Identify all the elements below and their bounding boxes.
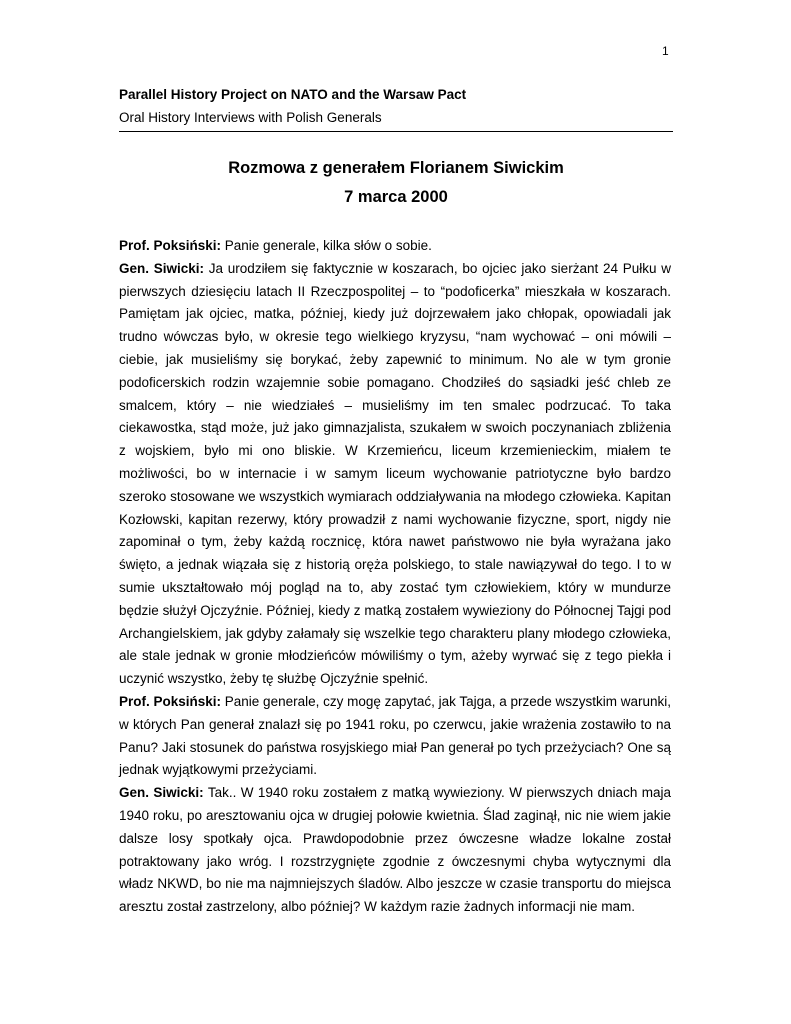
speaker-name: Prof. Poksiński: (119, 238, 222, 253)
document-date: 7 marca 2000 (344, 188, 448, 206)
project-title: Parallel History Project on NATO and the Warsaw Pact (119, 87, 467, 102)
speaker-name: Gen. Siwicki: (119, 260, 205, 276)
document-header (119, 86, 673, 127)
dialogue-paragraph (119, 258, 671, 691)
project-subtitle: Oral History Interviews with Polish Generals (119, 110, 382, 125)
dialogue-text: Ja urodziłem się faktycznie w koszarach, bo ojciec jako sierżant 24 Pułku w pierwszych dziesięciu latach II Rzeczpospolitej – to “podoficerka” mieszkała w koszarach. Pamiętam jak ojciec, matka, później, kiedy już dojrzewałem jako chłopak, opowiadali jak trudno wówczas było, w okresie tego wielkiego kryzysu, “nam wychować – oni mówili – ciebie, jak musieliśmy się borykać, żeby zapewnić to minimum. No ale w tym gronie podoficerskich rodzin wzajemnie sobie pomagano. Chodziłeś do sąsiadki jeść chleb ze smalcem, który – nie wiedziałeś – musieliśmy im ten smalec podrzucać. To taka ciekawostka, stąd może, już jako gimnazjalista, szukałem w swoich poczynaniach zbliżenia z wojskiem, było mi ono bliskie. W Krzemieńcu, liceum krzemienieckim, miałem te możliwości, bo w internacie i w samym liceum wychowanie patriotyczne było bardzo szeroko stosowane we wszystkich wymiarach oddziaływania na młodego człowieka. Kapitan Kozłowski, kapitan rezerwy, który prowadził z nami wychowanie fizyczne, sport, nigdy nie zapominał o tym, żeby każdą rocznicę, która nawet państwowo nie była wyrażana jako święto, a jednak wiązała się z historią oręża polskiego, to stale nawiązywał do tego. I to w sumie ukształtowało mój pogląd na to, aby zostać tym człowiekiem, który w mundurze będzie służył Ojczyźnie. Później, kiedy z matką zostałem wywieziony do Północnej Tajgi pod Archangielskiem, jak gdyby załamały się wszelkie tego charakteru plany młodego człowieka, ale stale jednak w gronie młodzieńców mówiliśmy o tym, ażeby wyrwać się z tego piekła i uczynić wszystko, żeby tę służbę Ojczyźnie spełnić. (119, 260, 671, 687)
interview-body (119, 235, 671, 919)
dialogue-text: Tak.. W 1940 roku zostałem z matką wywieziony. W pierwszych dniach maja 1940 roku, po aresztowaniu ojca w drugiej połowie kwietnia. Ślad zaginął, nic nie wiem jakie dalsze losy spotkały ojca. Prawdopodobnie przez ówczesne władze lokalne został potraktowany jako wróg. I rozstrzygnięte zgodnie z ówczesnymi chyba wytycznymi dla władz NKWD, bo nie ma najmniejszych śladów. Albo jeszcze w czasie transportu do miejsca aresztu został zastrzelony, albo później? W każdym razie żadnych informacji nie mam. (119, 785, 671, 915)
dialogue-paragraph (119, 691, 671, 782)
dialogue-text: Panie generale, kilka słów o sobie. (221, 238, 432, 253)
page-number: 1 (662, 44, 669, 58)
header-divider (119, 131, 673, 132)
title-block (119, 157, 673, 208)
document-title: Rozmowa z generałem Florianem Siwickim (228, 159, 564, 177)
dialogue-text: Panie generale, czy mogę zapytać, jak Tajga, a przede wszystkim warunki, w których Pan generał znalazł się po 1941 roku, po czerwcu, jakie wrażenia zostawiło to na Panu? Jaki stosunek do państwa rosyjskiego miał Pan generał po tych przeżyciach? One są jednak wyjątkowymi przeżyciami. (119, 693, 671, 778)
speaker-name: Prof. Poksiński: (119, 693, 222, 709)
dialogue-paragraph (119, 235, 671, 258)
speaker-name: Gen. Siwicki: (119, 785, 204, 801)
dialogue-paragraph (119, 782, 671, 919)
